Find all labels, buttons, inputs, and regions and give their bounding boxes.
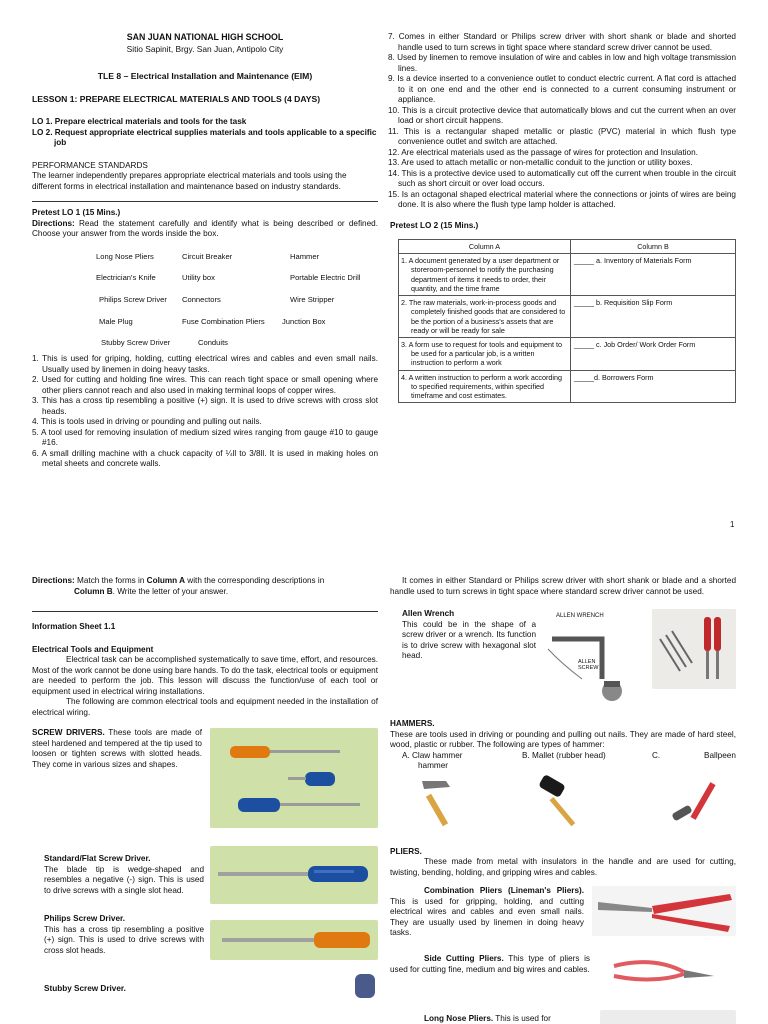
long-nose-pliers-text xyxy=(390,1014,590,1024)
allen-screw-label: ALLEN SCREW xyxy=(578,659,599,672)
list-item: 11. This is a rectangular shaped metallic or plastic (PVC) material in which flush type convenience outlet and switch are attached. xyxy=(388,126,736,146)
performance-standards-text: The learner independently prepares appropriate electrical materials and tools using the different forms in electrical installation and maintenance based on industry standards. xyxy=(32,171,347,191)
list-item: 9. Is a device inserted to a convenience outlet to conduct electric current. A flat cord is attached to it on one end and the other end is connected to a current consuming instrument or appliance. xyxy=(388,74,736,104)
stubby-screwdriver-icon xyxy=(352,972,378,998)
hammers-title: HAMMERS. xyxy=(390,719,435,728)
word-long-nose-pliers: Long Nose Pliers xyxy=(96,251,154,261)
directions-text: with the corresponding descriptions in xyxy=(185,576,325,585)
list-item: 8. Used by linemen to remove insulation of wire and cables in low and high voltage transmission lines. xyxy=(388,53,736,73)
flat-screwdriver-icon xyxy=(210,846,378,904)
long-nose-pliers-image xyxy=(600,1010,736,1024)
combination-pliers-desc: This is used for gripping, holding, and cutting electrical wires and cables and even small nails. They are usually used by linemen in doing heavy tasks. xyxy=(390,896,584,937)
info-sheet-title: Information Sheet 1.1 xyxy=(32,622,116,631)
page2-left-column xyxy=(32,576,378,1024)
directions-label: Directions: xyxy=(32,576,75,585)
word-hammer: Hammer xyxy=(290,251,320,261)
side-cutting-pliers-desc: This type of pliers is used for cutting fine, medium and big wires and cables. xyxy=(390,954,590,974)
claw-hammer-label: A. Claw hammer xyxy=(402,750,463,760)
course-title: TLE 8 – Electrical Installation and Maintenance (EIM) xyxy=(97,71,313,81)
flat-screwdriver-desc: The blade tip is wedge-shaped and resembles a negative (-) sign. This is used to drive screws with a single slot head. xyxy=(44,864,204,895)
hammers-text: These are tools used in driving or pounding and pulling out nails. They are made of hard steel, wood, plastic or rubber. The following are types of hammer: xyxy=(390,729,736,749)
lo1-title: LO 1. Prepare electrical materials and tools for the task xyxy=(32,117,247,126)
word-stubby-screw-driver: Stubby Screw Driver xyxy=(101,338,171,348)
word-connectors: Connectors xyxy=(182,294,221,304)
word-empty xyxy=(290,338,390,348)
side-cutting-pliers-image xyxy=(604,946,724,996)
table-row xyxy=(399,296,736,338)
word-portable-electric-drill: Portable Electric Drill xyxy=(290,273,361,283)
allen-wrench-photo xyxy=(652,609,736,689)
hammer-types xyxy=(390,751,736,771)
word-wire-stripper: Wire Stripper xyxy=(290,294,335,304)
screwdrivers-text xyxy=(32,728,202,770)
pretest1-items-right xyxy=(388,32,736,211)
pretest2-title: Pretest LO 2 (15 Mins.) xyxy=(390,220,479,230)
long-nose-pliers-desc: This is used for xyxy=(493,1014,551,1023)
table-row xyxy=(399,370,736,403)
combination-pliers-text xyxy=(390,886,584,939)
column-b-ref: Column B xyxy=(74,586,113,596)
combination-pliers-image xyxy=(592,886,736,936)
side-cutting-pliers-title: Side Cutting Pliers. xyxy=(424,954,504,963)
list-item: 1. This is used for griping, holding, cutting electrical wires and cables and even small nails. Usually used by linemen in doing heavy tasks. xyxy=(32,354,378,374)
pretest1-title: Pretest LO 1 (15 Mins.) xyxy=(32,208,121,217)
performance-standards-title: PERFORMANCE STANDARDS xyxy=(32,160,148,170)
screwdrivers-title: SCREW DRIVERS. xyxy=(32,728,105,737)
page2-directions xyxy=(32,576,378,587)
word-conduits: Conduits xyxy=(198,338,228,348)
ballpeen-label-3: hammer xyxy=(418,760,449,770)
hex-key-set-icon xyxy=(652,609,736,689)
list-item: 14. This is a protective device used to automatically cut off the current when trouble in the circuit such as short circuit or over load occurs. xyxy=(388,168,736,188)
word-utility-box: Utility box xyxy=(182,273,215,283)
column-b-cell: _____ b. Requisition Slip Form xyxy=(571,296,736,338)
directions-text: Read the statement carefully and identify what is being described or defined. Choose your answer from the words inside the box. xyxy=(32,218,378,238)
page2-directions-cont xyxy=(32,587,378,598)
column-a-cell: 4. A written instruction to perform a work according to specified requirements, within specified timeframe and cost estimates. xyxy=(399,370,571,403)
combination-pliers-icon xyxy=(592,886,736,936)
hammers-icon xyxy=(390,773,736,829)
side-cutting-pliers-icon xyxy=(604,946,724,996)
page-number: 1 xyxy=(730,520,735,529)
long-nose-pliers-title: Long Nose Pliers. xyxy=(424,1014,494,1023)
stubby-screwdriver-title: Stubby Screw Driver. xyxy=(44,984,126,993)
word-male-plug: Male Plug xyxy=(99,316,133,326)
pretest1-items-left xyxy=(32,354,378,470)
pliers-section xyxy=(390,886,736,1024)
allen-wrench-label: ALLEN WRENCH xyxy=(556,613,604,619)
pretest1-directions xyxy=(32,219,378,240)
list-item: 6. A small drilling machine with a chuck capacity of ¼ll to 3/8ll. It is used in making holes on metal sheets and concrete walls. xyxy=(32,448,378,469)
word-fuse-combination-pliers: Fuse Combination Pliers xyxy=(182,316,265,326)
school-address: Sitio Sapinit, Brgy. San Juan, Antipolo City xyxy=(126,44,284,55)
directions-text: . Write the letter of your answer. xyxy=(112,586,229,596)
philips-screwdriver-image xyxy=(210,920,378,960)
page1-right-column xyxy=(390,32,736,403)
list-item: 10. This is a circuit protective device that automatically blows and cut the current when an over load or short circuit happens. xyxy=(388,105,736,125)
flat-screwdriver-image xyxy=(210,846,378,904)
table-row xyxy=(399,254,736,296)
allen-wrench-title: Allen Wrench xyxy=(402,609,455,618)
school-name: SAN JUAN NATIONAL HIGH SCHOOL xyxy=(126,32,284,42)
philips-screwdriver-icon xyxy=(210,920,378,960)
page1-left-column xyxy=(32,32,378,470)
stubby-continued-text: It comes in either Standard or Philips screw driver with short shank or blade and a shorted handle used to turn screws in tight space where standard screw driver cannot be used. xyxy=(390,576,736,596)
directions-text: Match the forms in xyxy=(74,576,147,585)
column-a-ref: Column A xyxy=(146,576,186,585)
philips-screwdriver-text xyxy=(44,914,204,956)
ballpeen-label: C. xyxy=(652,750,661,760)
list-item: 12. Are electrical materials used as the passage of wires for protection and Insulation. xyxy=(388,147,698,157)
philips-screwdriver-title: Philips Screw Driver. xyxy=(44,914,126,923)
list-item: 2. Used for cutting and holding fine wires. This can reach tight space or small opening where other pliers cannot reach and also used in making terminal loops of copper wires. xyxy=(32,375,378,395)
pliers-title: PLIERS. xyxy=(390,846,422,856)
directions-label: Directions: xyxy=(32,218,75,228)
word-electricians-knife: Electrician's Knife xyxy=(96,273,156,283)
allen-wrench-section xyxy=(390,609,736,711)
flat-screwdriver-text xyxy=(44,854,204,896)
allen-wrench-diagram xyxy=(542,609,642,709)
pretest2-table xyxy=(398,239,736,403)
lesson-title: LESSON 1: PREPARE ELECTRICAL MATERIALS AND TOOLS (4 DAYS) xyxy=(32,94,321,104)
list-item: 5. A tool used for removing insulation of medium sized wires ranging from gauge #10 to gauge #16. xyxy=(32,427,378,448)
intro-paragraph: Electrical task can be accomplished systematically to save time, effort, and resources. Most of the work cannot be done using bare hands. To do the task, electrical tools or equipment are needed to perform the job. This lesson will discuss the function/use of each tool or equipment used in electrical wiring installations. xyxy=(32,655,378,696)
divider xyxy=(32,611,378,612)
screwdrivers-desc: These tools are made of steel hardened and tempered at the tip used to loosen or tighten screws with slotted heads. They come in various sizes and shapes. xyxy=(32,728,202,769)
screwdriver-set-icon xyxy=(210,728,378,828)
column-a-cell: 2. The raw materials, work-in-process goods and completely finished goods that are considered to be the portion of a business's assets that are ready or will be ready for sale xyxy=(399,296,571,338)
list-item: 3. This has a cross tip resembling a positive (+) sign. It is used to drive screws with cross slot heads. xyxy=(32,396,378,416)
word-junction-box: Junction Box xyxy=(282,316,326,326)
screwdriver-section xyxy=(32,728,378,1024)
column-a-cell: 3. A form use to request for tools and equipment to be used for a particular job, is a written instruction to perform a work xyxy=(399,337,571,370)
column-b-header: Column B xyxy=(571,240,736,254)
philips-screwdriver-desc: This has a cross tip resembling a positive (+) sign. This is used to drive screws with cross slot heads. xyxy=(44,924,204,955)
list-item: 7. Comes in either Standard or Philips screw driver with short shank or blade and shorted handle used to turn screws in tight space where standard screw driver cannot be used. xyxy=(388,32,736,52)
lo2-title: LO 2. Request appropriate electrical supplies materials and tools applicable to a specific job xyxy=(32,127,377,147)
flat-screwdriver-title: Standard/Flat Screw Driver. xyxy=(44,854,151,863)
column-b-cell: _____d. Borrowers Form xyxy=(571,370,736,403)
combination-pliers-title: Combination Pliers (Lineman's Pliers). xyxy=(424,886,584,895)
stubby-screwdriver-image xyxy=(352,972,378,998)
column-b-cell: _____ a. Inventory of Materials Form xyxy=(571,254,736,296)
column-a-header: Column A xyxy=(399,240,571,254)
list-item: 15. Is an octagonal shaped electrical material where the connections or joints of wires are being done. It is also where the flush type lamp holder is attached. xyxy=(388,189,736,209)
hammer-images xyxy=(390,773,736,829)
list-item: 13. Are used to attach metallic or non-metallic conduit to the junction or utility boxes. xyxy=(388,158,693,167)
column-a-cell: 1. A document generated by a user department or storeroom-personnel to notify the purchasing department of items it needs to order, their quantity, and the time frame xyxy=(399,254,571,296)
page2-right-column xyxy=(390,576,736,1024)
table-row xyxy=(399,337,736,370)
word-circuit-breaker: Circuit Breaker xyxy=(182,251,233,261)
word-philips-screw-driver: Philips Screw Driver xyxy=(99,294,167,304)
answer-word-box xyxy=(96,252,378,349)
allen-wrench-text xyxy=(402,609,536,662)
pliers-text: These made from metal with insulators in the handle and are used for cutting, twisting, bending, holding, and gripping wires and cables. xyxy=(390,857,736,877)
column-b-cell: _____ c. Job Order/ Work Order Form xyxy=(571,337,736,370)
side-cutting-pliers-text xyxy=(390,954,590,975)
allen-wrench-desc: This could be in the shape of a screw driver or a wrench. Its function is to drive screw with hexagonal slot head. xyxy=(402,619,536,660)
intro-paragraph-2: The following are common electrical tools and equipment needed in the installation of electrical wiring. xyxy=(32,697,378,717)
list-item: 4. This is tools used in driving or pounding and pulling out nails. xyxy=(32,417,262,427)
divider xyxy=(32,201,378,202)
ballpeen-label-2: Ballpeen xyxy=(704,750,736,760)
tools-title: Electrical Tools and Equipment xyxy=(32,644,154,654)
mallet-label: B. Mallet (rubber head) xyxy=(522,750,606,760)
screwdrivers-image xyxy=(210,728,378,828)
